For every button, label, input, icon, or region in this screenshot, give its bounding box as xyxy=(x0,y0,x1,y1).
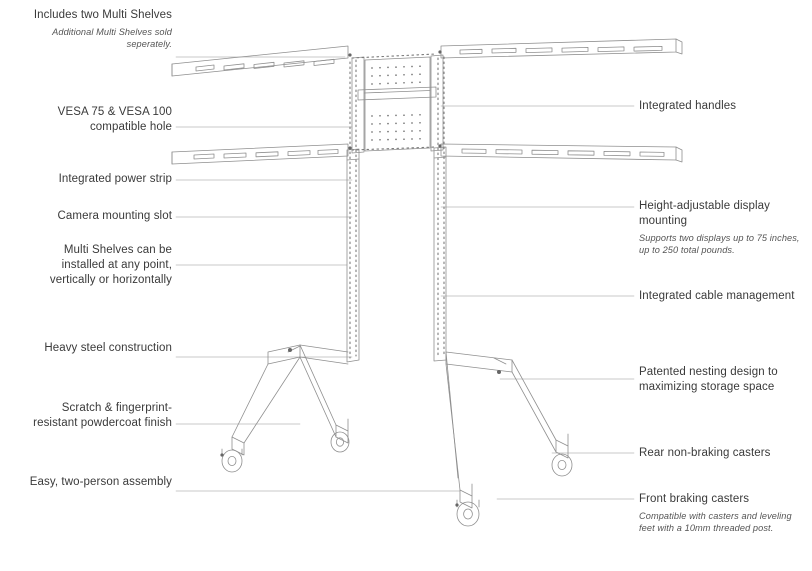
callout-label: Heavy steel construction xyxy=(44,342,172,354)
callout-sublabel: Supports two displays up to 75 inches, up to 250 total pounds. xyxy=(639,233,800,255)
callout-powdercoat xyxy=(20,401,172,431)
callout-heavy-steel xyxy=(26,341,172,356)
casters xyxy=(222,432,572,526)
callout-handles xyxy=(639,99,799,114)
callout-label: Integrated cable management xyxy=(639,290,795,302)
leader-lines-right xyxy=(441,106,634,499)
callout-label: Rear non-braking casters xyxy=(639,447,771,459)
callout-rear-casters xyxy=(639,446,797,461)
callout-multi-shelves xyxy=(26,8,172,50)
callout-label: Scratch & fingerprint-resistant powdercoat finish xyxy=(33,402,172,429)
lower-shelf-right xyxy=(441,144,682,162)
lower-shelf-left xyxy=(172,144,348,164)
base-legs xyxy=(232,345,568,508)
callout-label: VESA 75 & VESA 100 compatible hole xyxy=(57,106,172,133)
upper-shelf-left xyxy=(172,46,348,76)
fasteners xyxy=(220,50,501,506)
callout-shelf-placement xyxy=(26,243,172,288)
display-mount-plate xyxy=(352,55,443,153)
vertical-uprights xyxy=(347,147,446,362)
callout-label: Integrated power strip xyxy=(58,173,172,185)
callout-nesting xyxy=(639,365,799,395)
callout-assembly xyxy=(26,475,172,490)
upper-shelf-right xyxy=(441,39,682,58)
leader-lines-left xyxy=(176,57,460,491)
callout-sublabel: Compatible with casters and leveling feet with a 10mm threaded post. xyxy=(639,511,792,533)
callout-height-adjustable xyxy=(639,199,803,256)
callout-camera-slot xyxy=(20,209,172,224)
callout-label: Front braking casters xyxy=(639,493,750,505)
callout-vesa xyxy=(26,105,172,135)
callout-label: Camera mounting slot xyxy=(57,210,172,222)
callout-label: Easy, two-person assembly xyxy=(29,476,172,488)
callout-label: Patented nesting design to maximizing storage space xyxy=(639,366,778,393)
callout-label: Integrated handles xyxy=(639,100,737,112)
callout-cable-management xyxy=(639,289,799,304)
callout-label: Multi Shelves can be installed at any point, vertically or horizontally xyxy=(49,244,172,286)
callout-sublabel: Additional Multi Shelves sold seperately. xyxy=(52,27,172,49)
callout-label: Includes two Multi Shelves xyxy=(33,9,172,21)
callout-power-strip xyxy=(20,172,172,187)
callout-front-casters xyxy=(639,492,803,534)
callout-label: Height-adjustable display mounting xyxy=(639,200,770,227)
